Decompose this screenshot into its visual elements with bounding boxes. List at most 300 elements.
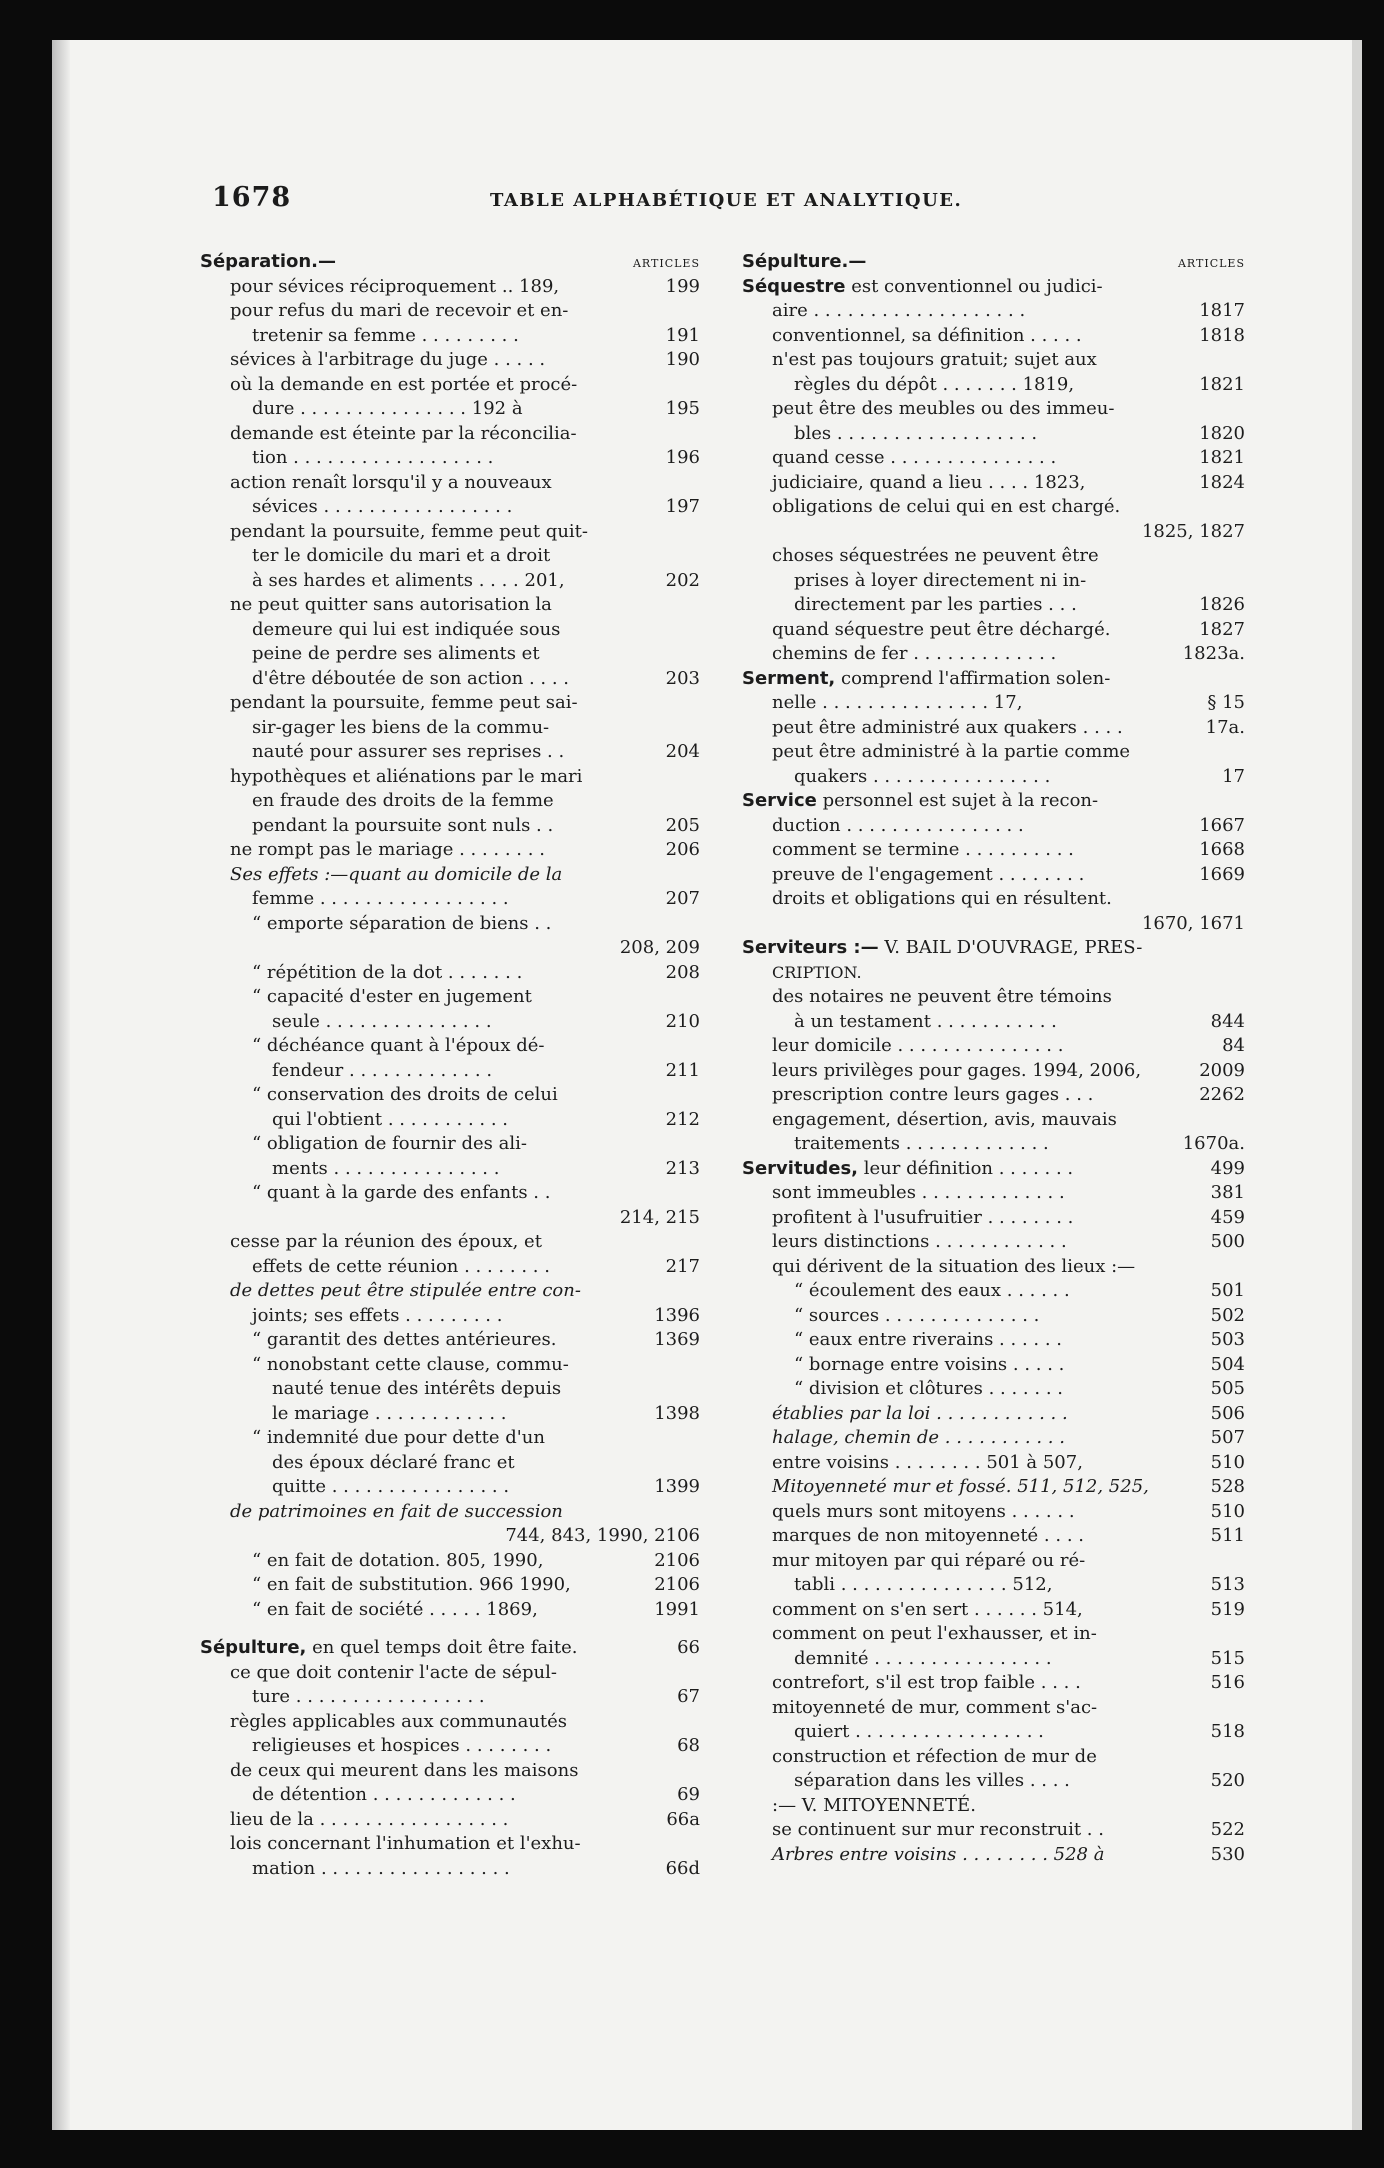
index-entry bbox=[200, 1279, 700, 1304]
article-reference: 1369 bbox=[654, 1329, 700, 1350]
index-entry bbox=[742, 1206, 1245, 1231]
index-entry bbox=[742, 1794, 1245, 1819]
index-heading bbox=[742, 250, 1245, 275]
index-entry bbox=[742, 569, 1245, 594]
index-entry bbox=[742, 642, 1245, 667]
entry-text: entre voisins . . . . . . . . 501 à 507, bbox=[772, 1451, 1083, 1473]
article-reference: 2106 bbox=[654, 1574, 700, 1595]
index-entry bbox=[742, 1083, 1245, 1108]
index-entry bbox=[200, 936, 700, 961]
article-reference: 196 bbox=[665, 447, 700, 468]
entry-text: Sépulture.— bbox=[742, 251, 867, 272]
article-reference: 844 bbox=[1210, 1010, 1245, 1032]
article-reference: 1399 bbox=[654, 1476, 700, 1497]
entry-text: Séparation.— bbox=[200, 251, 337, 272]
entry-text: de dettes peut être stipulée entre con- bbox=[230, 1280, 581, 1301]
page-right-edge bbox=[1352, 40, 1362, 2130]
index-entry bbox=[200, 1402, 700, 1427]
entry-text: “ répétition de la dot . . . . . . . bbox=[252, 961, 523, 983]
index-entry bbox=[200, 618, 700, 643]
entry-text: tretenir sa femme . . . . . . . . . bbox=[252, 324, 519, 346]
entry-text: règles applicables aux communautés bbox=[230, 1710, 568, 1732]
article-reference: 191 bbox=[665, 324, 700, 346]
index-entry bbox=[742, 1745, 1245, 1770]
entry-text: peine de perdre ses aliments et bbox=[252, 643, 540, 664]
article-reference: 381 bbox=[1210, 1182, 1245, 1203]
article-reference: 2106 bbox=[654, 1549, 700, 1571]
article-reference: 212 bbox=[665, 1108, 700, 1130]
index-entry bbox=[742, 1598, 1245, 1623]
entry-text: séparation dans les villes . . . . bbox=[794, 1770, 1070, 1791]
entry-text: duction . . . . . . . . . . . . . . . . bbox=[772, 814, 1024, 836]
article-reference: 1824 bbox=[1199, 471, 1245, 493]
article-reference: 2262 bbox=[1199, 1084, 1245, 1105]
article-reference: 518 bbox=[1210, 1721, 1245, 1742]
article-reference: 1667 bbox=[1199, 814, 1245, 836]
entry-text: religieuses et hospices . . . . . . . . bbox=[252, 1735, 552, 1756]
index-entry bbox=[200, 471, 700, 496]
entry-text: quakers . . . . . . . . . . . . . . . . bbox=[794, 765, 1051, 787]
article-reference: 516 bbox=[1210, 1672, 1245, 1693]
entry-text: à ses hardes et aliments . . . . 201, bbox=[252, 569, 565, 591]
entry-text: dure . . . . . . . . . . . . . . . 192 à bbox=[252, 398, 523, 419]
entry-text: Serviteurs :— V. BAIL D'OUVRAGE, PRES- bbox=[742, 937, 1143, 958]
article-reference: 211 bbox=[665, 1059, 700, 1081]
index-entry bbox=[742, 1818, 1245, 1843]
entry-text: cesse par la réunion des époux, et bbox=[230, 1231, 542, 1252]
index-entry bbox=[200, 1083, 700, 1108]
index-entry bbox=[742, 716, 1245, 741]
heading-keyword: Séquestre bbox=[742, 275, 846, 297]
entry-text: “ garantit des dettes antérieures. bbox=[252, 1329, 557, 1350]
article-reference: 510 bbox=[1210, 1500, 1245, 1522]
entry-text: marques de non mitoyenneté . . . . bbox=[772, 1525, 1084, 1546]
index-entry bbox=[742, 471, 1245, 496]
article-reference: 501 bbox=[1210, 1280, 1245, 1301]
entry-text: Service personnel est sujet à la recon- bbox=[742, 790, 1099, 811]
entry-text: règles du dépôt . . . . . . . 1819, bbox=[794, 373, 1075, 395]
index-entry bbox=[742, 1475, 1245, 1500]
entry-text: ce que doit contenir l'acte de sépul- bbox=[230, 1661, 557, 1683]
article-reference: 1670a. bbox=[1182, 1133, 1245, 1154]
entry-text: pendant la poursuite sont nuls . . bbox=[252, 814, 554, 836]
entry-text: peut être administré à la partie comme bbox=[772, 741, 1131, 762]
article-reference: 213 bbox=[665, 1157, 700, 1179]
entry-text: pour sévices réciproquement .. 189, bbox=[230, 275, 560, 297]
entry-text: fendeur . . . . . . . . . . . . . bbox=[272, 1059, 493, 1081]
entry-text: mur mitoyen par qui réparé ou ré- bbox=[772, 1549, 1086, 1571]
entry-text: femme . . . . . . . . . . . . . . . . . bbox=[252, 888, 509, 909]
index-entry bbox=[742, 814, 1245, 839]
article-reference: 17 bbox=[1222, 765, 1245, 787]
index-entry bbox=[742, 765, 1245, 790]
article-reference: 519 bbox=[1210, 1598, 1245, 1620]
entry-text: comment on peut l'exhausser, et in- bbox=[772, 1623, 1097, 1644]
article-reference: 195 bbox=[665, 398, 700, 419]
article-reference: 520 bbox=[1210, 1770, 1245, 1791]
page-number: 1678 bbox=[212, 182, 292, 213]
index-entry bbox=[200, 1426, 700, 1451]
index-entry bbox=[742, 1353, 1245, 1378]
article-reference: § 15 bbox=[1207, 692, 1245, 713]
index-entry bbox=[742, 691, 1245, 716]
article-reference: 744, 843, 1990, 2106 bbox=[505, 1525, 700, 1546]
heading-keyword: Service bbox=[742, 790, 817, 811]
index-entry bbox=[200, 1598, 700, 1623]
article-reference: 1827 bbox=[1199, 618, 1245, 640]
index-entry bbox=[742, 1132, 1245, 1157]
index-entry bbox=[200, 1524, 700, 1549]
index-entry bbox=[200, 373, 700, 398]
entry-text: “ conservation des droits de celui bbox=[252, 1084, 558, 1105]
article-reference: 206 bbox=[665, 839, 700, 860]
index-entry bbox=[200, 863, 700, 888]
heading-keyword: Serviteurs :— bbox=[742, 937, 879, 958]
index-entry bbox=[200, 1230, 700, 1255]
article-reference: 507 bbox=[1210, 1427, 1245, 1448]
entry-text: “ écoulement des eaux . . . . . . bbox=[794, 1280, 1070, 1301]
entry-text: “ quant à la garde des enfants . . bbox=[252, 1182, 551, 1203]
index-entry bbox=[200, 1759, 700, 1784]
page-header bbox=[212, 182, 987, 222]
index-entry bbox=[200, 912, 700, 937]
entry-text: Sépulture, en quel temps doit être faite. bbox=[200, 1637, 578, 1658]
index-entry bbox=[200, 520, 700, 545]
running-title: TABLE ALPHABÉTIQUE ET ANALYTIQUE. bbox=[490, 190, 963, 211]
index-entry bbox=[200, 1157, 700, 1182]
index-entry bbox=[742, 1426, 1245, 1451]
index-entry bbox=[200, 1685, 700, 1710]
heading-keyword: Servitudes, bbox=[742, 1157, 859, 1179]
index-entry bbox=[200, 1500, 700, 1525]
index-heading bbox=[200, 250, 700, 275]
index-entry bbox=[742, 1549, 1245, 1574]
article-reference: 513 bbox=[1210, 1574, 1245, 1595]
article-reference: 459 bbox=[1210, 1206, 1245, 1228]
article-reference: 197 bbox=[665, 496, 700, 517]
index-entry bbox=[200, 765, 700, 790]
entry-text: pour refus du mari de recevoir et en- bbox=[230, 300, 569, 321]
article-reference: 66a bbox=[666, 1808, 700, 1830]
entry-text: Ses effets :—quant au domicile de la bbox=[230, 863, 563, 885]
entry-text: où la demande en est portée et procé- bbox=[230, 373, 578, 395]
index-entry bbox=[742, 1671, 1245, 1696]
article-reference: 1669 bbox=[1199, 863, 1245, 885]
entry-text: “ déchéance quant à l'époux dé- bbox=[252, 1035, 545, 1056]
index-entry bbox=[200, 348, 700, 373]
entry-text: ture . . . . . . . . . . . . . . . . . bbox=[252, 1686, 485, 1707]
article-reference: 502 bbox=[1210, 1304, 1245, 1326]
article-reference: 1826 bbox=[1199, 594, 1245, 615]
entry-text: quels murs sont mitoyens . . . . . . bbox=[772, 1500, 1075, 1522]
index-entry bbox=[200, 1475, 700, 1500]
index-entry bbox=[200, 1353, 700, 1378]
article-reference: 1818 bbox=[1199, 324, 1245, 346]
index-entry bbox=[742, 1034, 1245, 1059]
article-reference: 506 bbox=[1210, 1402, 1245, 1424]
index-entry bbox=[200, 397, 700, 422]
entry-text: mitoyenneté de mur, comment s'ac- bbox=[772, 1696, 1098, 1718]
entry-text: demnité . . . . . . . . . . . . . . . . bbox=[794, 1647, 1052, 1669]
index-entry bbox=[200, 961, 700, 986]
index-entry bbox=[200, 691, 700, 716]
index-entry bbox=[200, 1304, 700, 1329]
index-entry bbox=[742, 1279, 1245, 1304]
entry-text: sont immeubles . . . . . . . . . . . . . bbox=[772, 1182, 1065, 1203]
entry-text: peut être administré aux quakers . . . . bbox=[772, 716, 1123, 738]
index-entry bbox=[742, 1843, 1245, 1868]
entry-text: Arbres entre voisins . . . . . . . . 528 à bbox=[772, 1843, 1105, 1865]
index-entry bbox=[742, 1647, 1245, 1672]
entry-text: de détention . . . . . . . . . . . . . bbox=[252, 1784, 516, 1805]
index-entry bbox=[200, 838, 700, 863]
index-entry bbox=[200, 1328, 700, 1353]
entry-text: prescription contre leurs gages . . . bbox=[772, 1084, 1094, 1105]
index-entry bbox=[200, 814, 700, 839]
article-reference: 510 bbox=[1210, 1451, 1245, 1473]
article-reference: 208, 209 bbox=[619, 937, 700, 958]
article-reference: 202 bbox=[665, 569, 700, 591]
entry-text: qui dérivent de la situation des lieux :— bbox=[772, 1255, 1136, 1277]
entry-text: contrefort, s'il est trop faible . . . . bbox=[772, 1672, 1081, 1693]
entry-text: Servitudes, leur définition . . . . . . . bbox=[742, 1157, 1074, 1179]
entry-text: bles . . . . . . . . . . . . . . . . . . bbox=[794, 422, 1038, 444]
index-entry bbox=[742, 544, 1245, 569]
article-reference: 1820 bbox=[1199, 422, 1245, 444]
entry-text: halage, chemin de . . . . . . . . . . . bbox=[772, 1427, 1065, 1448]
index-entry bbox=[742, 1769, 1245, 1794]
index-entry bbox=[742, 1230, 1245, 1255]
entry-text: se continuent sur mur reconstruit . . bbox=[772, 1819, 1104, 1840]
article-reference: 205 bbox=[665, 814, 700, 836]
entry-text: choses séquestrées ne peuvent être bbox=[772, 545, 1099, 566]
entry-text: tabli . . . . . . . . . . . . . . . 512, bbox=[794, 1574, 1053, 1595]
entry-text: construction et réfection de mur de bbox=[772, 1745, 1097, 1767]
article-reference: 66 bbox=[677, 1637, 700, 1658]
index-entry bbox=[742, 422, 1245, 447]
entry-text: ne rompt pas le mariage . . . . . . . . bbox=[230, 839, 545, 860]
article-reference: 210 bbox=[665, 1010, 700, 1032]
entry-text: de patrimoines en fait de succession bbox=[230, 1500, 563, 1522]
entry-text: peut être des meubles ou des immeu- bbox=[772, 398, 1115, 419]
entry-text: nauté pour assurer ses reprises . . bbox=[252, 741, 565, 762]
entry-text: de ceux qui meurent dans les maisons bbox=[230, 1759, 579, 1781]
index-entry bbox=[200, 1573, 700, 1598]
article-reference: 528 bbox=[1210, 1476, 1245, 1497]
article-reference: 203 bbox=[665, 667, 700, 689]
entry-text: comment on s'en sert . . . . . . 514, bbox=[772, 1598, 1083, 1620]
entry-text: tion . . . . . . . . . . . . . . . . . . bbox=[252, 447, 494, 468]
entry-text: “ en fait de société . . . . . 1869, bbox=[252, 1598, 538, 1620]
article-reference: 1396 bbox=[654, 1304, 700, 1326]
index-heading bbox=[742, 275, 1245, 300]
entry-text: “ indemnité due pour dette d'un bbox=[252, 1427, 545, 1448]
index-entry bbox=[200, 324, 700, 349]
entry-text: ments . . . . . . . . . . . . . . . bbox=[272, 1157, 500, 1179]
index-entry bbox=[742, 1255, 1245, 1280]
article-reference: 1821 bbox=[1199, 373, 1245, 395]
entry-text: le mariage . . . . . . . . . . . . bbox=[272, 1402, 507, 1424]
index-entry bbox=[200, 1734, 700, 1759]
index-entry bbox=[742, 348, 1245, 373]
article-reference: 499 bbox=[1210, 1157, 1245, 1179]
index-entry bbox=[200, 495, 700, 520]
index-heading bbox=[742, 936, 1245, 961]
index-entry bbox=[742, 1059, 1245, 1084]
entry-text: des notaires ne peuvent être témoins bbox=[772, 986, 1112, 1007]
entry-text: lieu de la . . . . . . . . . . . . . . . . . bbox=[230, 1808, 509, 1830]
index-entry bbox=[200, 1010, 700, 1035]
index-entry bbox=[200, 1832, 700, 1857]
index-entry bbox=[742, 1622, 1245, 1647]
article-reference: 207 bbox=[665, 888, 700, 909]
article-reference: 1823a. bbox=[1182, 643, 1245, 664]
entry-text: d'être déboutée de son action . . . . bbox=[252, 667, 570, 689]
article-reference: 1825, 1827 bbox=[1141, 520, 1245, 542]
entry-text: “ en fait de dotation. 805, 1990, bbox=[252, 1549, 544, 1571]
index-entry bbox=[742, 618, 1245, 643]
section-gap bbox=[200, 1622, 700, 1636]
entry-text: effets de cette réunion . . . . . . . . bbox=[252, 1255, 550, 1277]
index-column-left bbox=[200, 250, 700, 1881]
article-reference: 515 bbox=[1210, 1647, 1245, 1669]
entry-text: ne peut quitter sans autorisation la bbox=[230, 594, 552, 615]
article-reference: 503 bbox=[1210, 1329, 1245, 1350]
index-entry bbox=[200, 985, 700, 1010]
article-reference: 2009 bbox=[1199, 1059, 1245, 1081]
index-entry bbox=[742, 495, 1245, 520]
index-entry bbox=[742, 985, 1245, 1010]
entry-text: leurs distinctions . . . . . . . . . . . . bbox=[772, 1231, 1067, 1252]
index-heading bbox=[742, 1157, 1245, 1182]
entry-text: Serment, comprend l'affirmation solen- bbox=[742, 667, 1111, 689]
entry-text: “ bornage entre voisins . . . . . bbox=[794, 1353, 1065, 1375]
index-entry bbox=[742, 299, 1245, 324]
index-entry bbox=[742, 373, 1245, 398]
article-reference: 500 bbox=[1210, 1231, 1245, 1252]
article-reference: 69 bbox=[677, 1784, 700, 1805]
entry-text: obligations de celui qui en est chargé. bbox=[772, 496, 1121, 517]
index-entry bbox=[200, 1783, 700, 1808]
index-entry bbox=[742, 1010, 1245, 1035]
entry-text: leurs privilèges pour gages. 1994, 2006, bbox=[772, 1059, 1142, 1081]
entry-text: “ sources . . . . . . . . . . . . . . bbox=[794, 1304, 1040, 1326]
entry-text: nauté tenue des intérêts depuis bbox=[272, 1378, 562, 1399]
index-entry bbox=[742, 324, 1245, 349]
entry-text: aire . . . . . . . . . . . . . . . . . . . bbox=[772, 300, 1026, 321]
index-entry bbox=[200, 740, 700, 765]
index-entry bbox=[200, 569, 700, 594]
article-reference: 190 bbox=[665, 349, 700, 370]
entry-text: des époux déclaré franc et bbox=[272, 1451, 515, 1473]
index-entry bbox=[742, 446, 1245, 471]
article-reference: 208 bbox=[665, 961, 700, 983]
index-entry bbox=[200, 1108, 700, 1133]
index-entry bbox=[200, 422, 700, 447]
entry-text: leur domicile . . . . . . . . . . . . . . . bbox=[772, 1035, 1064, 1056]
index-entry bbox=[200, 1451, 700, 1476]
index-heading bbox=[742, 667, 1245, 692]
index-entry bbox=[742, 961, 1245, 986]
index-entry bbox=[742, 1720, 1245, 1745]
index-entry bbox=[200, 1206, 700, 1231]
article-reference: 504 bbox=[1210, 1353, 1245, 1375]
entry-text: chemins de fer . . . . . . . . . . . . . bbox=[772, 643, 1057, 664]
index-entry bbox=[200, 1661, 700, 1686]
entry-text: Mitoyenneté mur et fossé. 511, 512, 525, bbox=[772, 1476, 1149, 1497]
entry-text: quand séquestre peut être déchargé. bbox=[772, 618, 1111, 640]
entry-text: “ emporte séparation de biens . . bbox=[252, 912, 552, 934]
entry-text: sévices . . . . . . . . . . . . . . . . . bbox=[252, 496, 513, 517]
entry-text: conventionnel, sa définition . . . . . bbox=[772, 324, 1082, 346]
article-reference: 1817 bbox=[1199, 300, 1245, 321]
index-entry bbox=[200, 544, 700, 569]
entry-text: “ nonobstant cette clause, commu- bbox=[252, 1353, 569, 1375]
entry-text: sévices à l'arbitrage du juge . . . . . bbox=[230, 349, 546, 370]
index-entry bbox=[742, 1500, 1245, 1525]
entry-text: à un testament . . . . . . . . . . . bbox=[794, 1010, 1057, 1032]
entry-text: joints; ses effets . . . . . . . . . bbox=[252, 1304, 503, 1326]
article-reference: 1991 bbox=[654, 1598, 700, 1620]
index-entry bbox=[200, 1710, 700, 1735]
entry-text: mation . . . . . . . . . . . . . . . . . bbox=[252, 1857, 510, 1879]
article-reference: 199 bbox=[665, 275, 700, 297]
article-reference: 505 bbox=[1210, 1378, 1245, 1399]
article-reference: 1668 bbox=[1199, 839, 1245, 860]
index-entry bbox=[200, 593, 700, 618]
entry-text: pendant la poursuite, femme peut quit- bbox=[230, 520, 588, 542]
index-entry bbox=[200, 1808, 700, 1833]
article-reference: 204 bbox=[665, 741, 700, 762]
entry-text: “ en fait de substitution. 966 1990, bbox=[252, 1574, 571, 1595]
entry-text: judiciaire, quand a lieu . . . . 1823, bbox=[772, 471, 1086, 493]
entry-text: preuve de l'engagement . . . . . . . . bbox=[772, 863, 1085, 885]
index-entry bbox=[742, 1377, 1245, 1402]
entry-text: demeure qui lui est indiquée sous bbox=[252, 618, 561, 640]
index-entry bbox=[742, 887, 1245, 912]
page-spine-shadow bbox=[52, 40, 70, 2130]
entry-text: droits et obligations qui en résultent. bbox=[772, 888, 1112, 909]
article-reference: 1670, 1671 bbox=[1141, 912, 1245, 934]
index-entry bbox=[200, 446, 700, 471]
index-entry bbox=[200, 1549, 700, 1574]
entry-text: quand cesse . . . . . . . . . . . . . . . bbox=[772, 447, 1057, 468]
article-reference: 1821 bbox=[1199, 447, 1245, 468]
entry-text: sir-gager les biens de la commu- bbox=[252, 716, 550, 738]
heading-keyword: Serment, bbox=[742, 667, 836, 689]
entry-text: “ obligation de fournir des ali- bbox=[252, 1133, 527, 1154]
index-heading bbox=[200, 1636, 700, 1661]
index-entry bbox=[742, 1402, 1245, 1427]
index-entry bbox=[200, 1132, 700, 1157]
article-reference: 511 bbox=[1210, 1525, 1245, 1546]
index-entry bbox=[742, 1451, 1245, 1476]
article-reference: 1398 bbox=[654, 1402, 700, 1424]
heading-keyword: Sépulture, bbox=[200, 1637, 307, 1658]
index-entry bbox=[742, 397, 1245, 422]
entry-text: CRIPTION. bbox=[772, 962, 862, 982]
index-entry bbox=[742, 740, 1245, 765]
entry-text: lois concernant l'inhumation et l'exhu- bbox=[230, 1833, 581, 1854]
index-entry bbox=[742, 1524, 1245, 1549]
entry-text: profitent à l'usufruitier . . . . . . . . bbox=[772, 1206, 1074, 1228]
index-entry bbox=[742, 1181, 1245, 1206]
entry-text: “ eaux entre riverains . . . . . . bbox=[794, 1329, 1062, 1350]
entry-text: hypothèques et aliénations par le mari bbox=[230, 765, 583, 787]
entry-text: établies par la loi . . . . . . . . . . . . bbox=[772, 1402, 1068, 1424]
entry-text: traitements . . . . . . . . . . . . . bbox=[794, 1133, 1049, 1154]
index-entry bbox=[742, 838, 1245, 863]
